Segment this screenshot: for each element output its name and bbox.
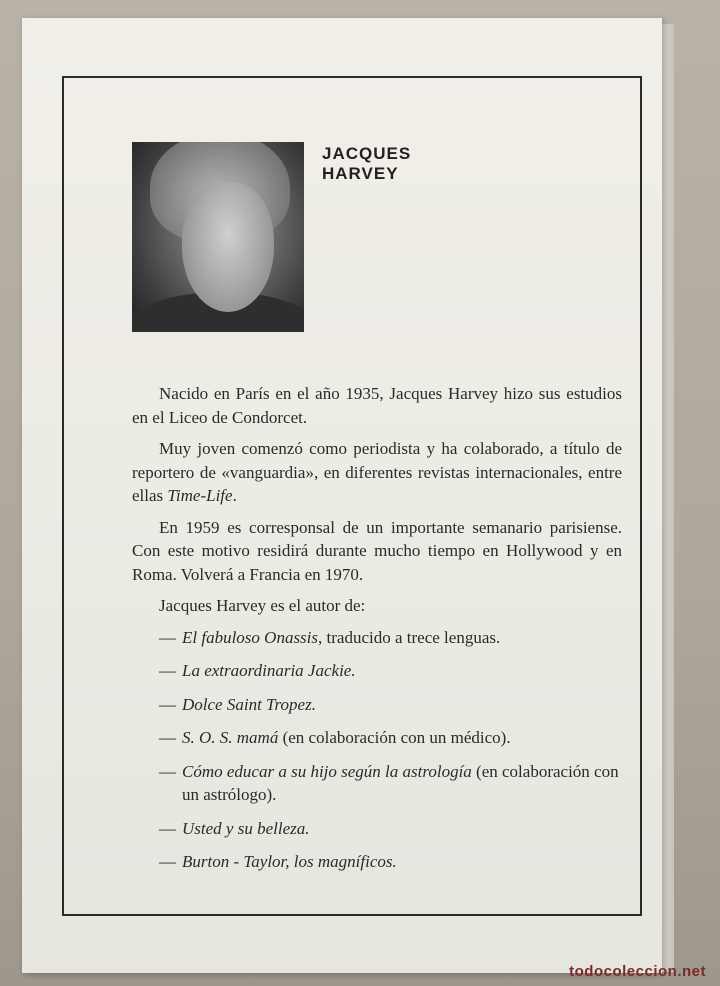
work-title: Usted y su belleza. <box>182 818 310 838</box>
bio-paragraph-birth: Nacido en París en el año 1935, Jacques Harvey hizo sus estudios en el Liceo de Condorcet. <box>132 384 622 427</box>
work-dash: — <box>159 728 176 747</box>
work-item <box>159 760 622 807</box>
work-text <box>182 760 622 807</box>
work-text <box>182 726 622 750</box>
book-edge <box>662 24 674 972</box>
work-text <box>182 850 622 874</box>
work-item <box>159 693 622 717</box>
work-note: (en colaboración con un médico). <box>278 728 511 747</box>
author-name <box>322 144 411 184</box>
work-note: , traducido a trece lenguas. <box>318 627 501 647</box>
work-item <box>159 626 622 650</box>
work-dash: — <box>159 661 176 680</box>
bio-paragraph-correspondent: En 1959 es corresponsal de un importante semanario parisiense. Con este motivo residirá durante mucho tiempo en Hollywood y en Roma. Volverá a Francia en 1970. <box>132 517 622 584</box>
author-name-line2: HARVEY <box>322 164 399 183</box>
work-item <box>159 659 622 683</box>
cover-frame <box>62 76 642 916</box>
author-photo <box>132 142 304 332</box>
watermark <box>569 963 706 980</box>
photo-face <box>182 182 274 312</box>
work-dash: — <box>159 761 176 781</box>
work-title: El fabuloso Onassis <box>182 627 319 647</box>
work-dash: — <box>159 852 176 871</box>
book-back-cover <box>22 18 662 973</box>
work-title: Dolce Saint Tropez. <box>182 694 316 714</box>
work-dash: — <box>159 694 176 714</box>
bio-paragraph-works-intro: Jacques Harvey es el autor de: <box>159 596 366 615</box>
works-list <box>132 626 622 874</box>
work-item <box>159 850 622 874</box>
bio-paragraph-journalism <box>132 437 622 508</box>
work-text <box>182 817 622 841</box>
magazine-title: Time-Life <box>167 486 233 505</box>
work-title: Cómo educar a su hijo según la astrología <box>182 761 472 781</box>
work-title: S. O. S. mamá <box>182 728 279 747</box>
work-title: Burton - Taylor, los magníficos. <box>182 852 397 871</box>
work-item <box>159 817 622 841</box>
work-text <box>182 659 622 683</box>
work-dash: — <box>159 627 176 647</box>
author-name-line1: JACQUES <box>322 144 412 163</box>
watermark-pre: todocoleccion <box>569 963 678 980</box>
work-text <box>182 626 622 650</box>
work-text <box>182 693 622 717</box>
watermark-dot: . <box>677 963 682 980</box>
watermark-post: net <box>682 963 706 980</box>
bio-journalism-text: Muy joven comenzó como periodista y ha colaborado, a título de reportero de «vanguardia», en diferentes revistas internacionales, entre ellas Time-Life. <box>132 439 622 505</box>
work-dash: — <box>159 818 176 838</box>
work-item <box>159 726 622 750</box>
work-title: La extraordinaria Jackie. <box>182 661 356 680</box>
author-bio <box>132 382 622 884</box>
work-note: (en colaboración con un astrólogo). <box>182 761 619 804</box>
